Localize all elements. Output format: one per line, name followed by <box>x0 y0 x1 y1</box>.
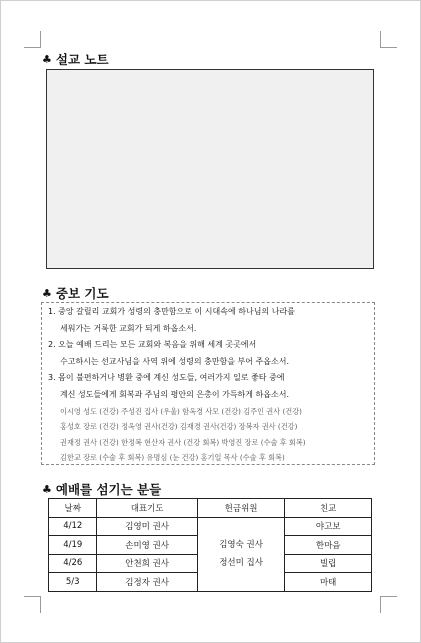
sick-list-line: 이시영 성도 (건강) 주성진 집사 (우울) 함옥경 사모 (건강) 김주인 권사 (건강) <box>60 406 302 416</box>
club-suit-icon: ♣ <box>42 52 52 66</box>
sick-list <box>48 404 368 466</box>
header-date: 날짜 <box>49 499 97 518</box>
servers-heading <box>42 480 161 498</box>
fellowship-cell: 한마음 <box>285 536 372 555</box>
date-cell: 4/26 <box>49 554 97 573</box>
representative-cell: 안천희 권사 <box>97 554 197 573</box>
header-representative-prayer: 대표기도 <box>97 499 197 518</box>
representative-cell: 김정자 권사 <box>97 573 197 592</box>
date-cell: 4/12 <box>49 517 97 536</box>
prayer-item <box>48 337 368 370</box>
prayer-box <box>41 302 375 465</box>
table-row <box>49 517 372 536</box>
prayer-item-line: 3. 몸이 불편하거나 병환 중에 계신 성도들, 여러가지 일로 좋타 중에 <box>48 373 285 383</box>
crop-mark-bottom-right <box>380 596 397 613</box>
prayer-item-line: 수고하시는 선교사님을 사역 위에 성령의 충만함을 부어 주옵소서. <box>60 356 289 366</box>
table-header-row <box>49 499 372 518</box>
crop-mark-top-right <box>380 31 397 48</box>
header-fellowship: 친교 <box>285 499 372 518</box>
prayer-item <box>48 370 368 403</box>
servers-table <box>48 498 372 592</box>
sick-list-line: 권재정 권사 (건강) 한정복 현산자 권사 (건강 회복) 박영진 장로 (수술 후 회복) <box>60 437 306 447</box>
header-offering-committee: 헌금위원 <box>197 499 285 518</box>
club-suit-icon: ♣ <box>42 482 52 496</box>
fellowship-cell: 야고보 <box>285 517 372 536</box>
representative-cell: 김영미 권사 <box>97 517 197 536</box>
club-suit-icon: ♣ <box>42 286 52 300</box>
offering-member: 김영숙 권사 <box>219 540 263 550</box>
representative-cell: 손미영 권사 <box>97 536 197 555</box>
prayer-item <box>48 304 368 337</box>
crop-mark-bottom-left <box>24 596 41 613</box>
sick-list-line: 김한교 장로 (수술 후 회복) 유명심 (눈 건강) 홍기일 목사 (수술 후 회복) <box>60 453 285 463</box>
servers-title: 예배를 섬기는 분들 <box>55 482 162 497</box>
sermon-title: 설교 노트 <box>55 52 109 67</box>
prayer-heading <box>42 284 109 302</box>
prayer-item-line: 1. 중앙 갈릴리 교회가 성령의 충만함으로 이 시대속에 하나님의 나라를 <box>48 307 295 316</box>
fellowship-cell: 마태 <box>285 573 372 592</box>
offering-committee-cell <box>197 517 285 591</box>
prayer-item-line: 2. 오늘 예배 드리는 모든 교회와 복음을 위해 세계 곳곳에서 <box>48 340 257 350</box>
crop-mark-top-left <box>24 31 41 48</box>
fellowship-cell: 빌립 <box>285 554 372 573</box>
prayer-item-line: 세워가는 거룩한 교회가 되게 하옵소서. <box>60 323 197 333</box>
sermon-heading <box>42 50 109 68</box>
sick-list-line: 홍성호 장로 (건강) 정옥영 권사(건강) 김재경 권사(건강) 장복자 권사 (건강) <box>60 422 298 432</box>
prayer-title: 중보 기도 <box>55 286 109 301</box>
prayer-list <box>48 304 368 404</box>
offering-member: 정선미 집사 <box>219 558 263 568</box>
prayer-item-line: 계신 성도들에게 회복과 주님의 평안의 은총이 가득하게 하옵소서. <box>60 389 289 399</box>
date-cell: 4/19 <box>49 536 97 555</box>
sermon-note-area[interactable] <box>46 69 374 269</box>
date-cell: 5/3 <box>49 573 97 592</box>
